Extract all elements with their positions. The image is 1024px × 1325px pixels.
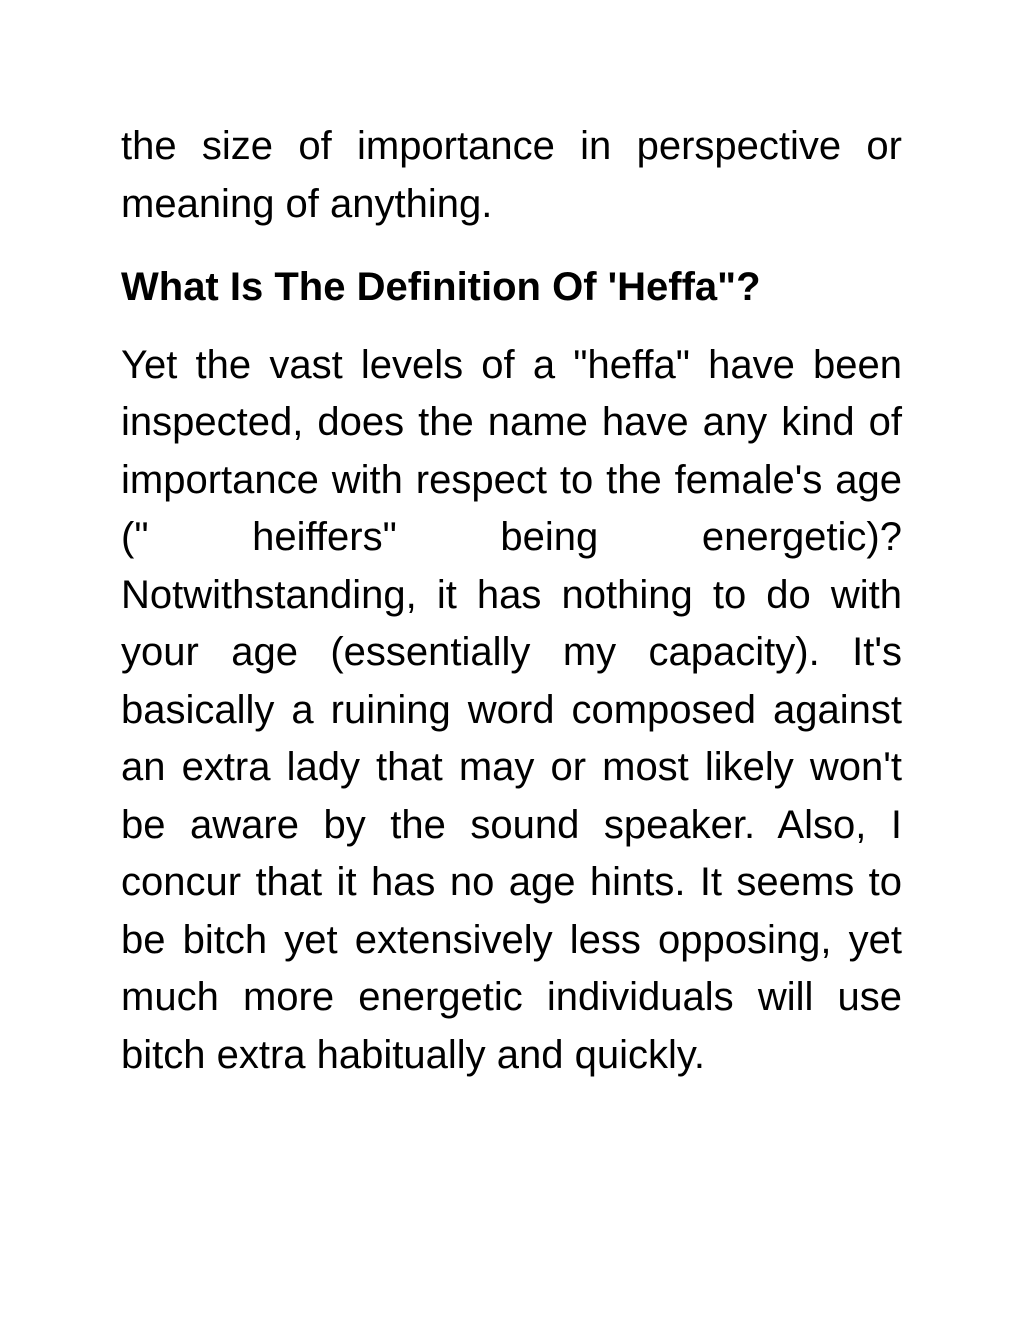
section-heading: What Is The Definition Of 'Heffa"? [121, 265, 761, 309]
paragraph-intro: the size of importance in perspective or meaning of anything. [121, 124, 902, 226]
document-page [121, 118, 902, 1084]
paragraph-body: Yet the vast levels of a "heffa" have been inspected, does the name have any kind of importance with respect to the female's age (" heiffers" being energetic)? Notwithstanding, it has nothing to do with your age (essentially my capacity). It's basically a ruining word composed against an extra lady that may or most likely won't be aware by the sound speaker. Also, I concur that it has no age hints. It seems to be bitch yet extensively less opposing, yet much more energetic individuals will use bitch extra habitually and quickly. [121, 342, 902, 1077]
